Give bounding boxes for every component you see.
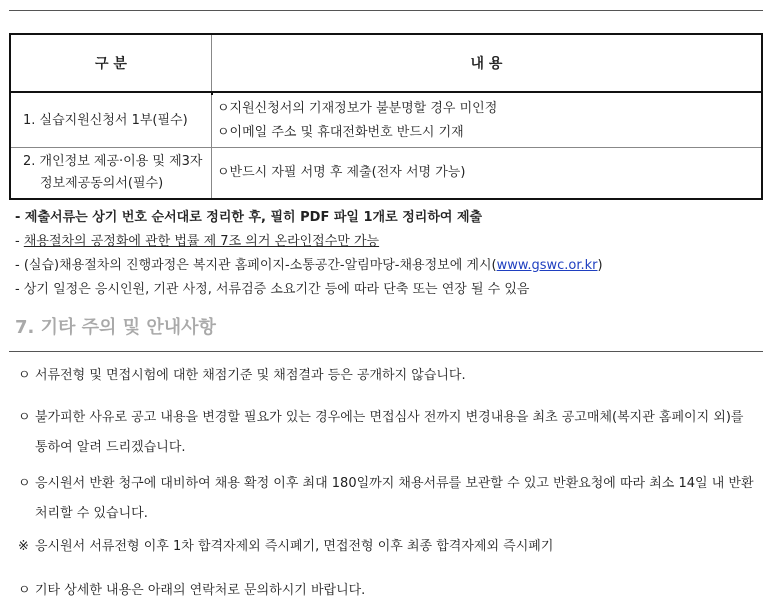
note-online-only bbox=[15, 230, 765, 254]
row-key bbox=[10, 148, 212, 200]
notice-text: 서류전형 및 면접시험에 대한 채점기준 및 채점결과 등은 공개하지 않습니다. bbox=[35, 368, 466, 383]
bullet-icon: ㅇ bbox=[18, 368, 31, 383]
submission-notes bbox=[15, 206, 765, 302]
bullet-icon: ㅇ bbox=[18, 583, 31, 598]
header-content: 내 용 bbox=[212, 34, 763, 92]
note-online-text: 채용절차의 공정화에 관한 법률 제 7조 의거 온라인접수만 가능 bbox=[23, 234, 380, 249]
table-header-row bbox=[10, 34, 762, 92]
notice-item bbox=[18, 403, 760, 463]
notice-text: 응시원서 서류전형 이후 1차 합격자제외 즉시폐기, 면접전형 이후 최종 합격자제외 즉시폐기 bbox=[35, 539, 554, 554]
notice-item bbox=[18, 361, 760, 391]
table-row bbox=[10, 95, 762, 148]
notice-text: 기타 상세한 내용은 아래의 연락처로 문의하시기 바랍니다. bbox=[35, 583, 366, 598]
section-title: 7. 기타 주의 및 안내사항 bbox=[15, 317, 216, 338]
note-mark-icon: ※ bbox=[18, 539, 29, 554]
row-key-line: 정보제공동의서(필수) bbox=[40, 176, 164, 191]
note-prefix: - bbox=[15, 234, 24, 249]
note-pdf-submission: - 제출서류는 상기 번호 순서대로 정리한 후, 필히 PDF 파일 1개로 정리하여 제출 bbox=[15, 210, 483, 225]
top-divider bbox=[9, 10, 763, 11]
bullet-icon: ㅇ bbox=[18, 410, 31, 425]
row-value bbox=[212, 148, 763, 200]
row-value-line: ㅇ지원신청서의 기재정보가 불분명할 경우 미인정 bbox=[217, 101, 498, 116]
notice-item bbox=[18, 576, 760, 606]
header-category: 구 분 bbox=[10, 34, 212, 92]
row-value bbox=[212, 95, 763, 148]
notice-item bbox=[18, 532, 760, 562]
required-documents-table bbox=[9, 33, 763, 200]
note-process-text: - (실습)채용절차의 진행과정은 복지관 홈페이지-소통공간-알림마당-채용정보에 게시( bbox=[15, 258, 497, 273]
section-divider bbox=[9, 351, 763, 352]
notice-text: 응시원서 반환 청구에 대비하여 채용 확정 이후 최대 180일까지 채용서류를 보관할 수 있고 반환요청에 따라 최소 14일 내 반환 처리할 수 있습니다. bbox=[35, 476, 754, 521]
row-key-line: 1. 실습지원신청서 1부(필수) bbox=[23, 113, 188, 128]
row-key-line: 2. 개인정보 제공·이용 및 제3자 bbox=[23, 154, 203, 169]
website-link[interactable]: www.gswc.or.kr bbox=[496, 258, 598, 273]
note-process-posting bbox=[15, 254, 765, 278]
row-key bbox=[10, 95, 212, 148]
bullet-icon: ㅇ bbox=[18, 476, 31, 491]
notice-item bbox=[18, 469, 760, 529]
note-schedule-change: - 상기 일정은 응시인원, 기관 사정, 서류검증 소요기간 등에 따라 단축 또는 연장 될 수 있음 bbox=[15, 282, 530, 297]
row-value-line: ㅇ반드시 자필 서명 후 제출(전자 서명 가능) bbox=[217, 165, 466, 180]
note-process-suffix: ) bbox=[597, 258, 603, 273]
row-value-line: ㅇ이메일 주소 및 휴대전화번호 반드시 기재 bbox=[217, 125, 464, 140]
notice-text: 불가피한 사유로 공고 내용을 변경할 필요가 있는 경우에는 면접심사 전까지 변경내용을 최초 공고매체(복지관 홈페이지 외)를 통하여 알려 드리겠습니다. bbox=[35, 410, 744, 455]
table-row bbox=[10, 148, 762, 200]
